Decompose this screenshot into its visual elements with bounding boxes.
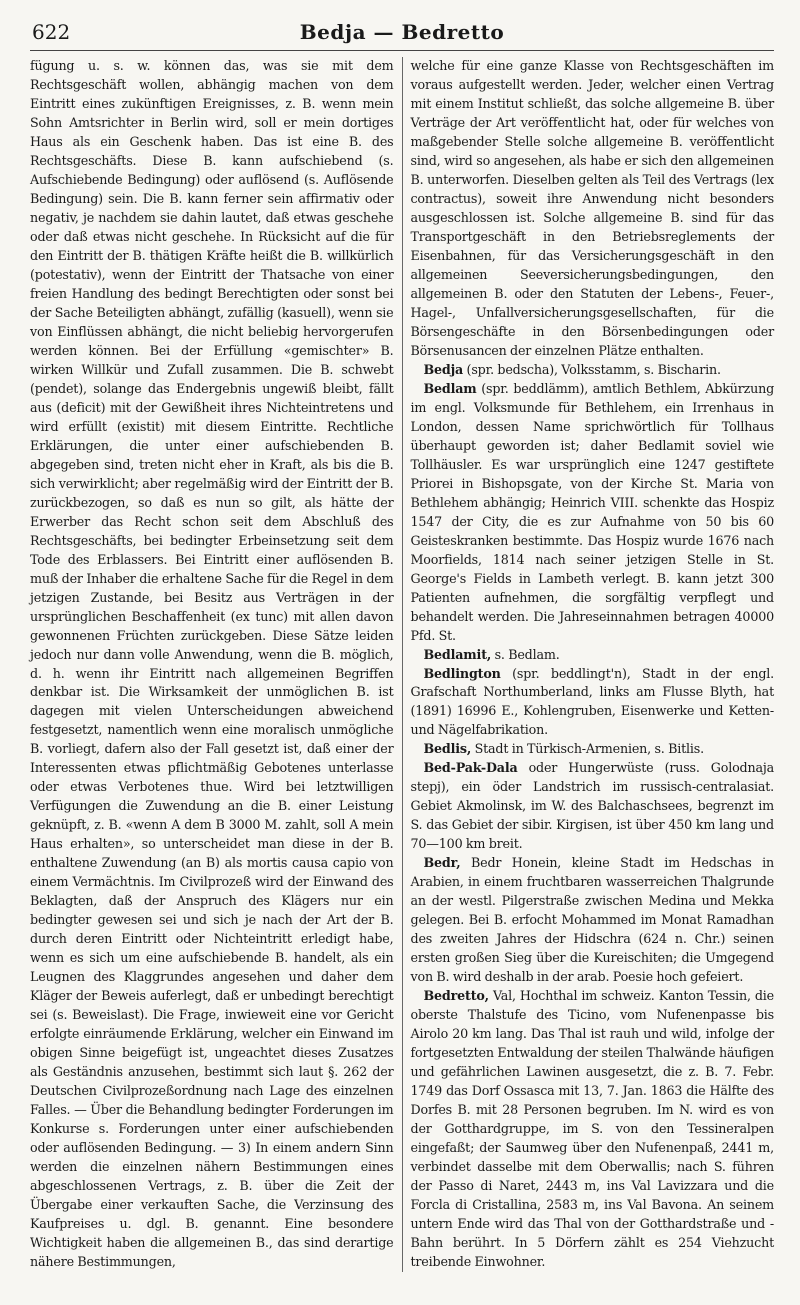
page-header <box>30 14 774 51</box>
entry-bedja <box>411 361 775 380</box>
left-column <box>30 57 403 1272</box>
entry-headword: Bedlis, <box>423 741 472 757</box>
entry-body: (spr. beddlingt'n), Stadt in der engl. Grafschaft Northumberland, links am Flusse Blyth, hat (1891) 16996 E., Kohlengruben, Eisenwerke und Ketten- und Nägelfabrikation. <box>410 665 775 738</box>
entry-body: (spr. bedscha), Volksstamm, s. Bischarin. <box>466 361 721 377</box>
continued-entry-text: welche für eine ganze Klasse von Rechtsgeschäften im voraus aufgestellt werden. Jeder, welcher einen Vertrag mit einem Institut schließt, das solche allgemeine B. über Verträge der Art veröffentlicht hat, oder für welches von maßgebender Stelle solche allgemeine B. veröffentlicht sind, wird so angesehen, als habe er sich den allgemeinen B. unterworfen. Dieselben gelten als Teil des Vertrags (lex contractus), soweit ihre Anwendung nicht besonders ausgeschlossen ist. Solche allgemeine B. sind für das Transportgeschäft in den Betriebsreglements der Eisenbahnen, für das Versicherungsgeschäft in den allgemeinen Seeversicherungsbedingungen, den allgemeinen B. oder den Statuten der Lebens-, Feuer-, Hagel-, Unfallversicherungsgesellschaften, für die Börsengeschäfte in den Börsenbedingungen oder Börsenusancen der einzelnen Plätze enthalten. <box>410 58 774 358</box>
text-columns <box>30 57 774 1272</box>
entry-bedlamit <box>411 646 775 665</box>
entry-bedr <box>411 854 775 987</box>
entry-body: Val, Hochthal im schweiz. Kanton Tessin, die oberste Thalstufe des Ticino, vom Nufenenpasse bis Airolo 20 km lang. Das Thal ist rauh und wild, infolge der fortgesetzten Entwaldung der steilen Thalwände häufigen und gefährlichen Lawinen ausgesetzt, die z. B. 7. Febr. 1749 das Dorf Ossasca mit 13, 7. Jan. 1863 die Hälfte des Dorfes B. mit 28 Personen begruben. Im N. wird es von der Gotthardgruppe, im S. von den Tessineralpen eingefaßt; der Saumweg über den Nufenenpaß, 2441 m, verbindet dasselbe mit dem Oberwallis; nach S. führen der Passo di Naret, 2443 m, ins Val Lavizzara und die Forcla di Cristallina, 2583 m, ins Val Bavona. An seinem untern Ende wird das Thal von der Gotthardstraße und -Bahn berührt. In 5 Dörfern zählt es 254 Viehzucht treibende Einwohner. <box>410 988 774 1270</box>
entry-headword: Bedlam <box>423 380 477 396</box>
running-title: Bedja — Bedretto <box>299 20 505 44</box>
entry-body: (spr. beddlämm), amtlich Bethlem, Abkürzung im engl. Volksmunde für Bethlehem, ein Irrenhaus in London, dessen Name sprichwörtlich für Tollhaus überhaupt geworden ist; daher Bedlamit soviel wie Tollhäusler. Es war ursprünglich eine 1247 gestiftete Priorei in Bishopsgate, von der Kirche St. Maria von Bethlehem abhängig; Heinrich VIII. schenkte das Hospiz 1547 der City, die es zur Aufnahme von 50 bis 60 Geisteskranken bestimmte. Das Hospiz wurde 1676 nach Moorfields, 1814 nach seiner jetzigen Stelle in St. George's Fields in Lambeth verlegt. B. kann jetzt 300 Patienten aufnehmen, die sorgfältig verpflegt und behandelt werden. Die Jahreseinnahmen betragen 40000 Pfd. St. <box>410 380 775 643</box>
entry-body: oder Hungerwüste (russ. Golodnaja stepj), ein öder Landstrich im russisch-centralasiat. Gebiet Akmolinsk, im W. des Balchaschsees, begrenzt im S. das Gebiet der sibir. Kirgisen, ist über 450 km lang und 70—100 km breit. <box>410 760 774 852</box>
entry-bed-pak-dala <box>411 759 775 854</box>
entry-headword: Bedretto, <box>423 988 489 1004</box>
entry-body: s. Bedlam. <box>494 646 560 662</box>
entry-headword: Bed-Pak-Dala <box>423 760 518 776</box>
right-column <box>403 57 775 1272</box>
continued-entry-text: fügung u. s. w. können das, was sie mit dem Rechtsgeschäft wollen, abhängig machen von dem Eintritt eines zukünftigen Ereignisses, z. B. wenn mein Sohn Amtsrichter in Berlin wird, soll er mein dortiges Haus als ein Geschenk haben. Das ist eine B. des Rechtsgeschäfts. Diese B. kann aufschiebend (s. Aufschiebende Bedingung) oder auflösend (s. Auflösende Bedingung) sein. Die B. kann ferner sein affirmativ oder negativ, je nachdem sie dahin lautet, daß etwas geschehe oder daß etwas nicht geschehe. In Rücksicht auf die für den Eintritt der B. thätigen Kräfte heißt die B. willkürlich (potestativ), wenn der Eintritt der Thatsache von einer freien Handlung des bedingt Berechtigten oder sonst bei der Sache Beteiligten abhängt, zufällig (kasuell), wenn sie von Einflüssen abhängt, die nicht beliebig hervorgerufen werden können. Bei der Erfüllung «gemischter» B. wirken Willkür und Zufall zusammen. Die B. schwebt (pendet), solange das Endergebnis ungewiß bleibt, fällt aus (deficit) mit der Gewißheit ihres Nichteintretens und wird erfüllt (existit) mit diesem Eintritte. Rechtliche Erklärungen, die unter einer aufschiebenden B. abgegeben sind, treten nicht eher in Kraft, als bis die B. sich verwirklicht; aber regelmäßig wird der Eintritt der B. zurückbezogen, so daß es nun so gilt, als hätte der Erwerber das Recht schon seit dem Abschluß des Rechtsgeschäfts, bei bedingter Erbeinsetzung seit dem Tode des Erblassers. Bei Eintritt einer auflösenden B. muß der Inhaber die erhaltene Sache für die Regel in dem jetzigen Zustande, bei Besitz aus Verträgen in der ursprünglichen Beschaffenheit (ex tunc) mit allen davon gewonnenen Früchten zurückgeben. Diese Sätze leiden jedoch nur dann volle Anwendung, wenn die B. möglich, d. h. wenn ihr Eintritt nach allgemeinen Begriffen denkbar ist. Die Wirksamkeit der unmöglichen B. ist dagegen mit vielen Unterscheidungen abweichend festgesetzt, namentlich wenn eine moralisch unmögliche B. vorliegt, dafern also der Fall gesetzt ist, daß einer der Interessenten etwas pflichtmäßig Gebotenes unterlasse oder etwas Verbotenes thue. Wird bei letztwilligen Verfügungen die Zuwendung an die B. einer Leistung geknüpft, z. B. «wenn A dem B 3000 M. zahlt, soll A mein Haus erhalten», so unterscheidet man diese in der B. enthaltene Zuwendung (an B) als mortis causa capio von einem Vermächtnis. Im Civilprozeß wird der Einwand des Beklagten, daß der Anspruch des Klägers nur ein bedingter gewesen sei und sich je nach der Art der B. durch deren Eintritt oder Nichteintritt erledigt habe, wenn es sich um eine aufschiebende B. handelt, als ein Leugnen des Klaggrundes angesehen und daher dem Kläger der Beweis auferlegt, daß er unbedingt berechtigt sei (s. Beweislast). Die Frage, inwieweit eine vor Gericht erfolgte einräumende Erklärung, welcher ein Einwand im obigen Sinne beigefügt ist, ungeachtet dieses Zusatzes als Geständnis anzusehen, bestimmt sich laut §. 262 der Deutschen Civilprozeßordnung nach Lage des einzelnen Falles. — Über die Behandlung bedingter Forderungen im Konkurse s. Forderungen unter einer aufschiebenden oder auflösenden Bedingung. — 3) In einem andern Sinn werden die einzelnen nähern Bestimmungen eines abgeschlossenen Vertrags, z. B. über die Zeit der Übergabe einer verkauften Sache, die Verzinsung des Kaufpreises u. dgl. B. genannt. Eine besondere Wichtigkeit haben die allgemeinen B., das sind derartige nähere Bestimmungen, <box>30 58 394 1270</box>
entry-headword: Bedlington <box>423 665 501 681</box>
entry-body: Stadt in Türkisch-Armenien, s. Bitlis. <box>474 741 704 757</box>
entry-bedlis <box>411 740 775 759</box>
entry-headword: Bedja <box>423 361 464 377</box>
entry-bedlam <box>411 380 775 646</box>
entry-headword: Bedlamit, <box>423 646 492 662</box>
page-number: 622 <box>32 20 71 44</box>
entry-headword: Bedr, <box>423 855 461 871</box>
entry-body: Bedr Honein, kleine Stadt im Hedschas in Arabien, in einem fruchtbaren wasserreichen Thalgrunde an der westl. Pilgerstraße zwischen Medina und Mekka gelegen. Bei B. erfocht Mohammed im Monat Ramadhan des zweiten Jahres der Hidschra (624 n. Chr.) seinen ersten großen Sieg über die Kureischiten; die Umgegend von B. wird deshalb in der arab. Poesie hoch gefeiert. <box>410 855 774 985</box>
entry-bedlington <box>411 665 775 741</box>
entry-bedretto <box>411 987 775 1272</box>
